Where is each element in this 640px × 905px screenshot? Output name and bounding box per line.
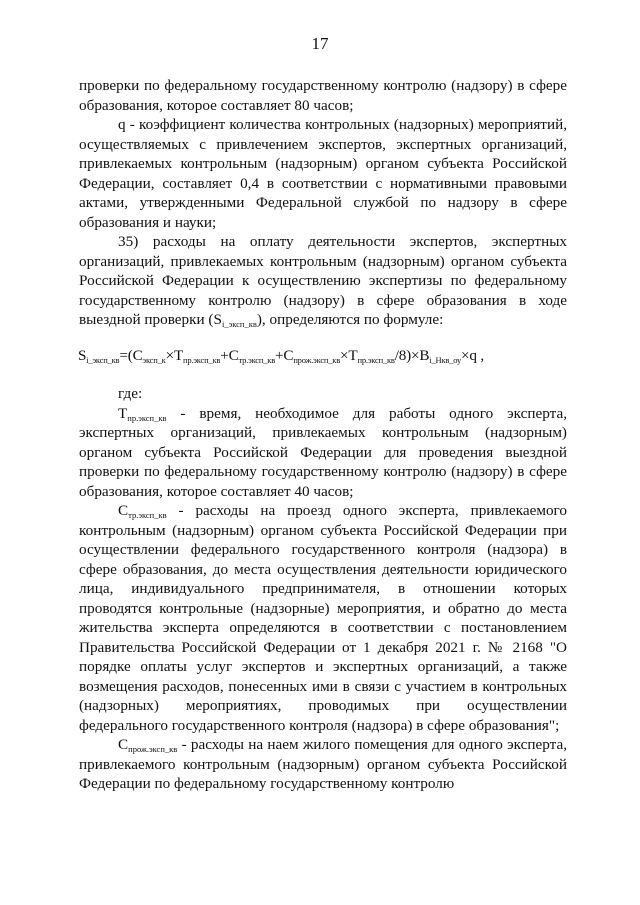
formula-term: $/8)\times B_{i\_Нкв\_оу}$ [394,346,462,365]
paragraph-accommodation-costs [79,735,567,794]
paragraph-time-definition [79,404,567,502]
paragraph-expert-costs [79,232,567,330]
where-label: где: [118,385,143,402]
time-text: - время, необходимое для работы одного эксперта, экспертных организаций, привлекаемых контрольным (надзорным) органом субъекта Российской Федерации для проведения выездной проверки по федеральному государственному контролю (надзору) в сфере образования, которое составляет 40 часов; [79,404,567,500]
time-subscript: пр.эксп_кв [127,412,167,423]
formula-term: ×q , [461,346,484,364]
formula-term: $=(C_{эксп\_к}$ [119,346,166,365]
expert-costs-text: 35) расходы на оплату деятельности экспертов, экспертных организаций, привлекаемых контрольным (надзорным) органом субъекта Российской Федерации к осуществлению экспертизы по федеральному государственному контролю (надзору) в сфере образования в ходе выездной проверки (S [79,233,567,328]
accommodation-symbol: C [118,736,129,753]
paragraph-inspection-hours: проверки по федеральному государственному контролю (надзору) в сфере образования, которое составляет 80 часов; [79,77,567,114]
formula [78,346,567,366]
formula-term: $\times T_{пр.эксп\_кв}$ [340,346,395,365]
page-number: 17 [311,34,329,53]
document-body [79,76,567,794]
expert-costs-end: ), определяются по формуле: [256,311,444,328]
travel-symbol: C [118,502,129,519]
paragraph-travel-costs [79,501,567,735]
time-symbol: T [118,404,128,422]
travel-text: - расходы на проезд одного эксперта, привлекаемого контрольным (надзорным) органом субъекта Российской Федерации при осуществлении федерального государственного контроля (надзора) в сфере образования, до места осуществления деятельности юридического лица, индивидуального предпринимателя, в отношении которых проводятся контрольные (надзорные) мероприятия, и обратно до места жительства эксперта определяются в соответствии с постановлением Правительства Российской Федерации от 1 декабря 2021 г. № 2168 "О порядке оплаты услуг экспертов и экспертных организаций, а также возмещения расходов, понесенных ими в связи с участием в контрольных (надзорных) мероприятиях, проводимых при осуществлении федерального государственного контроля (надзора) в сфере образования"; [79,502,567,734]
formula-term: $S_{i\_эксп\_кв}$ [78,346,120,365]
paragraph-coefficient-q: q - коэффициент количества контрольных (надзорных) мероприятий, осуществляемых с привлечением экспертов, экспертных организаций, привлекаемых контрольным (надзорным) органом субъекта Российской Федерации, составляет 0,4 в соответствии с нормативными правовыми актами, утвержденными Федеральной службой по надзору в сфере образования и науки; [79,116,567,231]
travel-subscript: тр.эксп_кв [128,510,167,520]
formula-term: $\times T_{пр.эксп\_кв}$ [165,346,221,365]
formula-term: $+C_{тр.эксп\_кв}$ [220,346,276,365]
formula-term: $+C_{прож.эксп\_кв}$ [275,346,341,365]
expert-costs-subscript: i_эксп_кв [221,319,257,329]
accommodation-text: - расходы на наем жилого помещения для одного эксперта, привлекаемого контрольным (надзорным) органом субъекта Российской Федерации по федеральному государственному контролю [79,736,567,792]
accommodation-subscript: прож.эксп_кв [128,744,178,754]
